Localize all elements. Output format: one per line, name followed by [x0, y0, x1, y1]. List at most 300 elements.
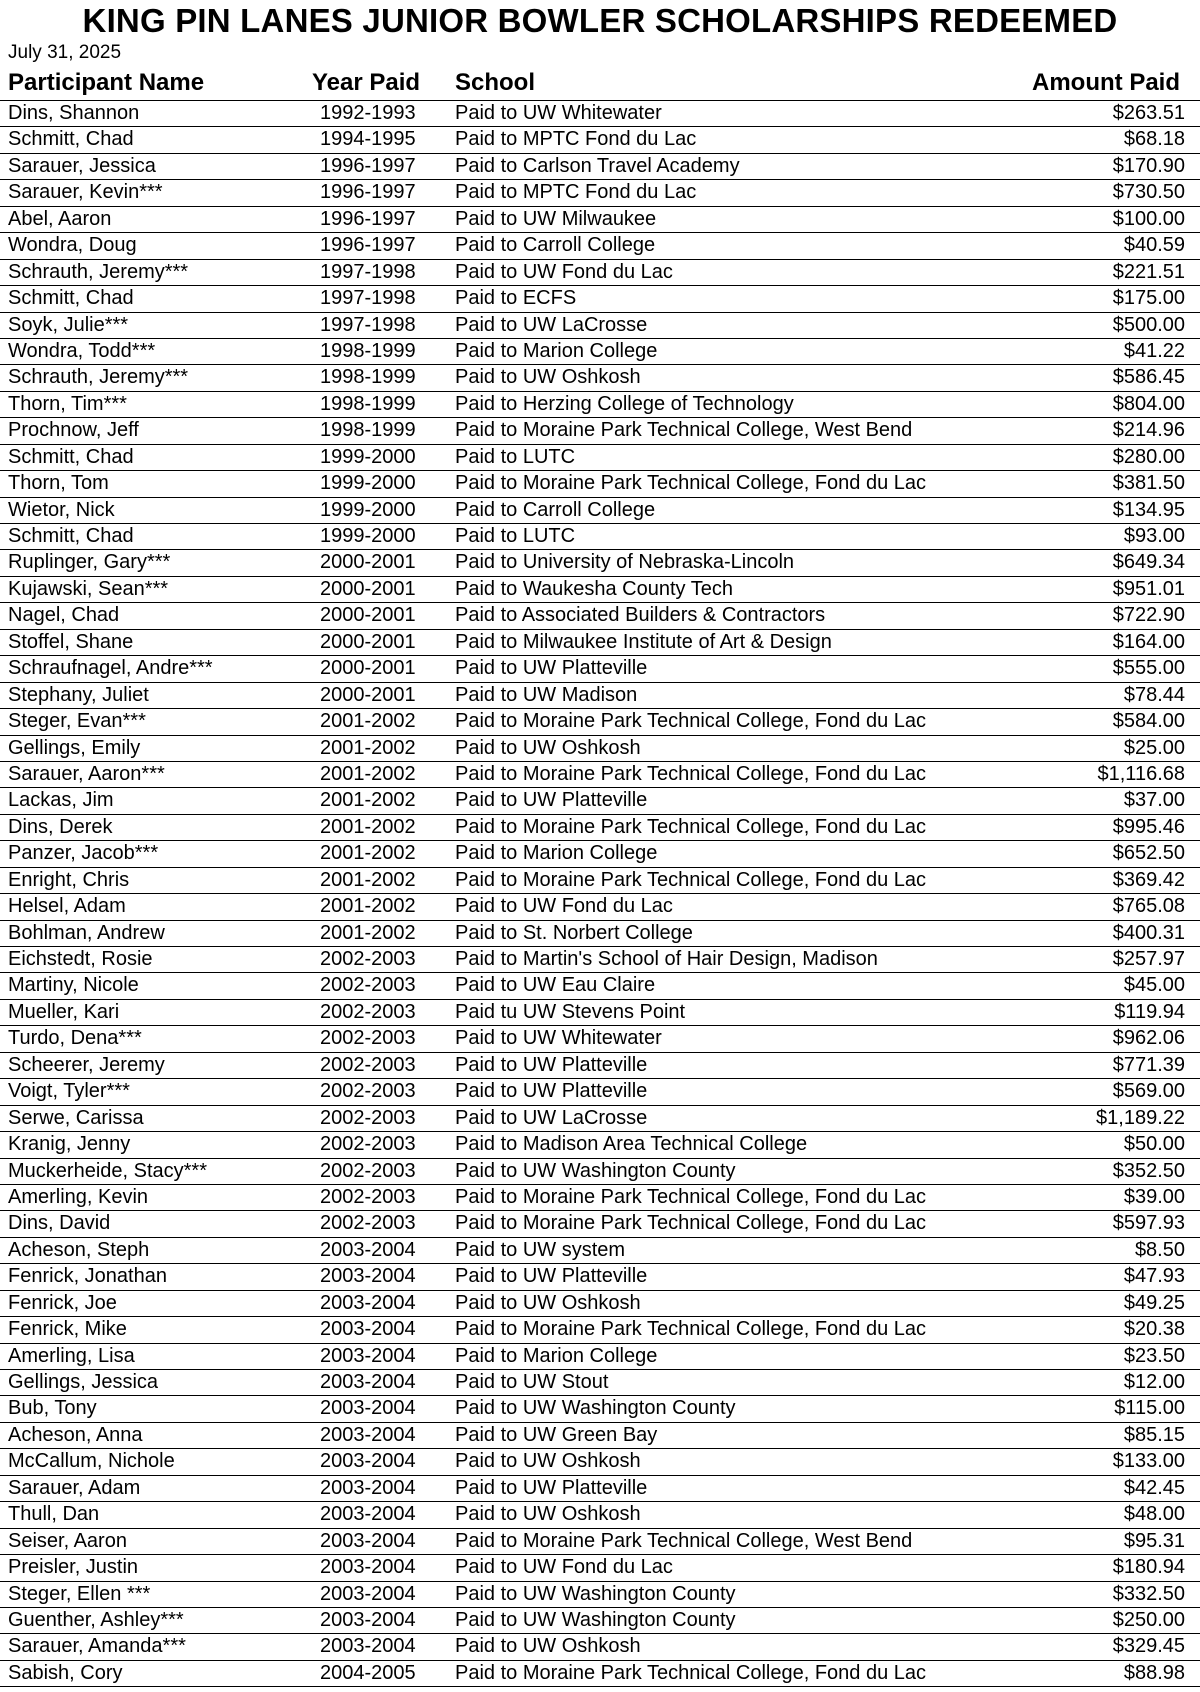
participant-name-cell: McCallum, Nichole: [8, 1450, 175, 1473]
table-row: [0, 602, 1200, 628]
amount-paid-cell: $39.00: [1123, 1185, 1185, 1208]
year-paid-cell: 2000-2001: [320, 630, 416, 653]
year-paid-cell: 1999-2000: [320, 445, 416, 468]
participant-name-cell: Prochnow, Jeff: [8, 419, 139, 442]
table-row: [0, 1025, 1200, 1051]
year-paid-cell: 2002-2003: [320, 1185, 416, 1208]
amount-paid-cell: $214.96: [1112, 419, 1185, 442]
school-cell: Paid to Carlson Travel Academy: [455, 154, 740, 177]
participant-name-cell: Schrauth, Jeremy***: [8, 366, 189, 389]
year-paid-cell: 1999-2000: [320, 498, 416, 521]
amount-paid-cell: $250.00: [1112, 1608, 1185, 1631]
year-paid-cell: 1999-2000: [320, 525, 416, 547]
table-row: [0, 497, 1200, 523]
table-row: [0, 920, 1200, 946]
header-amount-paid: Amount Paid: [1032, 69, 1180, 96]
amount-paid-cell: $164.00: [1112, 630, 1185, 653]
year-paid-cell: 2002-2003: [320, 1212, 416, 1235]
table-row: [0, 682, 1200, 708]
participant-name-cell: Voigt, Tyler***: [8, 1080, 130, 1103]
participant-name-cell: Guenther, Ashley***: [8, 1608, 184, 1631]
school-cell: Paid to UW system: [455, 1238, 626, 1261]
school-cell: Paid to UW Fond du Lac: [455, 1556, 673, 1579]
year-paid-cell: 1998-1999: [320, 339, 416, 362]
school-cell: Paid to UW LaCrosse: [455, 1106, 648, 1129]
table-row: [0, 1290, 1200, 1316]
school-cell: Paid to Moraine Park Technical College, Fond du Lac: [455, 762, 927, 785]
amount-paid-cell: $381.50: [1112, 472, 1185, 495]
participant-name-cell: Wondra, Doug: [8, 234, 137, 257]
table-row: [0, 153, 1200, 179]
table-row: [0, 1554, 1200, 1580]
table-row: [0, 444, 1200, 470]
year-paid-cell: 1992-1993: [320, 102, 416, 124]
year-paid-cell: 2003-2004: [320, 1556, 416, 1579]
participant-name-cell: Preisler, Justin: [8, 1556, 139, 1579]
year-paid-cell: 2003-2004: [320, 1423, 416, 1446]
year-paid-cell: 2002-2003: [320, 948, 416, 970]
amount-paid-cell: $257.97: [1112, 948, 1185, 970]
table-row: [0, 761, 1200, 787]
amount-paid-cell: $962.06: [1112, 1027, 1185, 1050]
year-paid-cell: 1996-1997: [320, 181, 416, 204]
year-paid-cell: 2001-2002: [320, 789, 416, 812]
amount-paid-cell: $25.00: [1123, 736, 1185, 759]
report-date: July 31, 2025: [8, 42, 122, 63]
amount-paid-cell: $652.50: [1112, 842, 1185, 865]
table-row: [0, 523, 1200, 549]
school-cell: Paid to UW Washington County: [455, 1397, 736, 1420]
amount-paid-cell: $400.31: [1112, 921, 1185, 944]
table-row: [0, 1528, 1200, 1554]
year-paid-cell: 2003-2004: [320, 1344, 416, 1367]
year-paid-cell: 1997-1998: [320, 287, 416, 310]
participant-name-cell: Wondra, Todd***: [8, 339, 156, 362]
amount-paid-cell: $555.00: [1112, 657, 1185, 680]
year-paid-cell: 2004-2005: [320, 1661, 416, 1684]
participant-name-cell: Dins, Derek: [8, 815, 113, 838]
participant-name-cell: Helsel, Adam: [8, 895, 126, 918]
participant-name-cell: Ruplinger, Gary***: [8, 551, 171, 574]
table-row: [0, 1184, 1200, 1210]
table-row: [0, 1105, 1200, 1131]
school-cell: Paid to Moraine Park Technical College, Fond du Lac: [455, 868, 927, 891]
table-row: [0, 1448, 1200, 1474]
table-row: [0, 893, 1200, 919]
amount-paid-cell: $115.00: [1114, 1397, 1185, 1420]
table-row: [0, 1052, 1200, 1078]
year-paid-cell: 2003-2004: [320, 1503, 416, 1526]
participant-name-cell: Eichstedt, Rosie: [8, 948, 153, 970]
table-row: [0, 1158, 1200, 1184]
table-row: [0, 1660, 1200, 1686]
school-cell: Paid to UW Platteville: [455, 1265, 648, 1288]
participant-name-cell: Sarauer, Jessica: [8, 154, 156, 177]
school-cell: Paid to UW Platteville: [455, 1476, 648, 1499]
participant-name-cell: Kranig, Jenny: [8, 1133, 131, 1156]
participant-name-cell: Nagel, Chad: [8, 604, 120, 627]
amount-paid-cell: $41.22: [1123, 339, 1185, 362]
amount-paid-cell: $951.01: [1112, 577, 1185, 600]
amount-paid-cell: $49.25: [1123, 1291, 1185, 1314]
amount-paid-cell: $569.00: [1112, 1080, 1185, 1103]
amount-paid-cell: $170.90: [1112, 154, 1185, 177]
school-cell: Paid to UW Whitewater: [455, 102, 662, 124]
table-row: [0, 1607, 1200, 1633]
participant-name-cell: Fenrick, Jonathan: [8, 1265, 167, 1288]
school-cell: Paid to Marion College: [455, 1344, 658, 1367]
year-paid-cell: 2003-2004: [320, 1318, 416, 1341]
participant-name-cell: Thorn, Tom: [8, 472, 109, 495]
year-paid-cell: 2001-2002: [320, 895, 416, 918]
participant-name-cell: Sarauer, Aaron***: [8, 762, 165, 785]
participant-name-cell: Martiny, Nicole: [8, 974, 139, 997]
participant-name-cell: Schmitt, Chad: [8, 128, 134, 151]
year-paid-cell: 2001-2002: [320, 736, 416, 759]
school-cell: Paid to University of Nebraska-Lincoln: [455, 551, 795, 574]
year-paid-cell: 1998-1999: [320, 366, 416, 389]
participant-name-cell: Seiser, Aaron: [8, 1529, 127, 1552]
table-row: [0, 629, 1200, 655]
school-cell: Paid to Associated Builders & Contractors: [455, 604, 826, 627]
amount-paid-cell: $586.45: [1112, 366, 1185, 389]
school-cell: Paid to UW Oshkosh: [455, 366, 641, 389]
school-cell: Paid to Herzing College of Technology: [455, 392, 794, 415]
table-row: [0, 972, 1200, 998]
table-row: [0, 867, 1200, 893]
table-row: [0, 1395, 1200, 1421]
table-row: [0, 470, 1200, 496]
amount-paid-cell: $88.98: [1123, 1661, 1185, 1684]
year-paid-cell: 2002-2003: [320, 1159, 416, 1182]
school-cell: Paid to UW Fond du Lac: [455, 895, 673, 918]
amount-paid-cell: $95.31: [1123, 1529, 1185, 1552]
table-row: [0, 232, 1200, 258]
table-row: [0, 179, 1200, 205]
school-cell: Paid to ECFS: [455, 287, 577, 310]
table-row: [0, 1422, 1200, 1448]
table-row: [0, 655, 1200, 681]
school-cell: Paid to MPTC Fond du Lac: [455, 128, 697, 151]
table-row: [0, 100, 1200, 126]
year-paid-cell: 2002-2003: [320, 1027, 416, 1050]
school-cell: Paid to Moraine Park Technical College, Fond du Lac: [455, 1318, 927, 1341]
table-header: [0, 68, 1200, 98]
table-row: [0, 1078, 1200, 1104]
amount-paid-cell: $23.50: [1123, 1344, 1185, 1367]
school-cell: Paid to UW Platteville: [455, 789, 648, 812]
school-cell: Paid to Carroll College: [455, 234, 656, 257]
participant-name-cell: Schmitt, Chad: [8, 525, 134, 547]
amount-paid-cell: $50.00: [1123, 1133, 1185, 1156]
scholarship-table: [0, 100, 1200, 1687]
table-row: [0, 259, 1200, 285]
year-paid-cell: 2003-2004: [320, 1265, 416, 1288]
participant-name-cell: Sarauer, Kevin***: [8, 181, 163, 204]
year-paid-cell: 2000-2001: [320, 604, 416, 627]
year-paid-cell: 2002-2003: [320, 974, 416, 997]
year-paid-cell: 2003-2004: [320, 1582, 416, 1605]
year-paid-cell: 2002-2003: [320, 1106, 416, 1129]
school-cell: Paid to LUTC: [455, 445, 576, 468]
table-row: [0, 206, 1200, 232]
participant-name-cell: Lackas, Jim: [8, 789, 114, 812]
school-cell: Paid to UW Oshkosh: [455, 1291, 641, 1314]
amount-paid-cell: $597.93: [1112, 1212, 1185, 1235]
table-row: [0, 1501, 1200, 1527]
school-cell: Paid to UW Platteville: [455, 1080, 648, 1103]
school-cell: Paid to Moraine Park Technical College, Fond du Lac: [455, 710, 927, 733]
table-row: [0, 364, 1200, 390]
amount-paid-cell: $804.00: [1112, 392, 1185, 415]
participant-name-cell: Panzer, Jacob***: [8, 842, 159, 865]
school-cell: Paid to Martin's School of Hair Design, Madison: [455, 948, 878, 970]
table-row: [0, 1633, 1200, 1659]
participant-name-cell: Enright, Chris: [8, 868, 130, 891]
participant-name-cell: Kujawski, Sean***: [8, 577, 169, 600]
school-cell: Paid tu UW Stevens Point: [455, 1000, 686, 1023]
year-paid-cell: 1997-1998: [320, 260, 416, 283]
amount-paid-cell: $93.00: [1123, 525, 1185, 547]
amount-paid-cell: $500.00: [1112, 313, 1185, 336]
school-cell: Paid to UW LaCrosse: [455, 313, 648, 336]
table-row: [0, 1263, 1200, 1289]
header-school: School: [455, 69, 536, 96]
school-cell: Paid to UW Platteville: [455, 657, 648, 680]
year-paid-cell: 1998-1999: [320, 392, 416, 415]
school-cell: Paid to Milwaukee Institute of Art & Design: [455, 630, 832, 653]
amount-paid-cell: $134.95: [1112, 498, 1185, 521]
participant-name-cell: Acheson, Steph: [8, 1238, 150, 1261]
table-row: [0, 1581, 1200, 1607]
school-cell: Paid to Moraine Park Technical College, West Bend: [455, 1529, 913, 1552]
participant-name-cell: Acheson, Anna: [8, 1423, 143, 1446]
participant-name-cell: Sarauer, Adam: [8, 1476, 141, 1499]
table-row: [0, 1316, 1200, 1342]
school-cell: Paid to UW Madison: [455, 683, 638, 706]
participant-name-cell: Fenrick, Mike: [8, 1318, 127, 1341]
year-paid-cell: 1996-1997: [320, 207, 416, 230]
participant-name-cell: Dins, Shannon: [8, 102, 140, 124]
amount-paid-cell: $722.90: [1112, 604, 1185, 627]
participant-name-cell: Schraufnagel, Andre***: [8, 657, 213, 680]
school-cell: Paid to Moraine Park Technical College, Fond du Lac: [455, 1185, 927, 1208]
participant-name-cell: Amerling, Lisa: [8, 1344, 135, 1367]
amount-paid-cell: $175.00: [1112, 287, 1185, 310]
year-paid-cell: 2003-2004: [320, 1397, 416, 1420]
year-paid-cell: 2000-2001: [320, 551, 416, 574]
amount-paid-cell: $263.51: [1112, 102, 1185, 124]
participant-name-cell: Mueller, Kari: [8, 1000, 120, 1023]
table-row: [0, 391, 1200, 417]
table-row: [0, 840, 1200, 866]
school-cell: Paid to UW Eau Claire: [455, 974, 656, 997]
participant-name-cell: Dins, David: [8, 1212, 111, 1235]
amount-paid-cell: $329.45: [1112, 1635, 1185, 1658]
school-cell: Paid to UW Oshkosh: [455, 1503, 641, 1526]
year-paid-cell: 2003-2004: [320, 1238, 416, 1261]
year-paid-cell: 2003-2004: [320, 1291, 416, 1314]
document-title: KING PIN LANES JUNIOR BOWLER SCHOLARSHIPS REDEEMED: [82, 2, 1118, 39]
year-paid-cell: 2001-2002: [320, 868, 416, 891]
participant-name-cell: Bohlman, Andrew: [8, 921, 165, 944]
participant-name-cell: Steger, Ellen ***: [8, 1582, 151, 1605]
participant-name-cell: Sabish, Cory: [8, 1661, 123, 1684]
participant-name-cell: Wietor, Nick: [8, 498, 115, 521]
year-paid-cell: 2000-2001: [320, 657, 416, 680]
school-cell: Paid to Marion College: [455, 339, 658, 362]
table-row: [0, 708, 1200, 734]
year-paid-cell: 2003-2004: [320, 1529, 416, 1552]
year-paid-cell: 2002-2003: [320, 1080, 416, 1103]
year-paid-cell: 2000-2001: [320, 683, 416, 706]
school-cell: Paid to UW Oshkosh: [455, 1635, 641, 1658]
school-cell: Paid to UW Washington County: [455, 1608, 736, 1631]
amount-paid-cell: $1,189.22: [1096, 1106, 1185, 1129]
amount-paid-cell: $369.42: [1112, 868, 1185, 891]
amount-paid-cell: $180.94: [1112, 1556, 1185, 1579]
school-cell: Paid to UW Platteville: [455, 1053, 648, 1076]
year-paid-cell: 2002-2003: [320, 1053, 416, 1076]
year-paid-cell: 2001-2002: [320, 815, 416, 838]
header-participant-name: Participant Name: [8, 69, 205, 96]
school-cell: Paid to UW Oshkosh: [455, 1450, 641, 1473]
year-paid-cell: 2003-2004: [320, 1371, 416, 1393]
year-paid-cell: 2003-2004: [320, 1476, 416, 1499]
amount-paid-cell: $765.08: [1112, 895, 1185, 918]
participant-name-cell: Bub, Tony: [8, 1397, 97, 1420]
table-row: [0, 549, 1200, 575]
year-paid-cell: 2001-2002: [320, 762, 416, 785]
school-cell: Paid to Madison Area Technical College: [455, 1133, 808, 1156]
year-paid-cell: 2001-2002: [320, 842, 416, 865]
school-cell: Paid to Waukesha County Tech: [455, 577, 733, 600]
year-paid-cell: 1994-1995: [320, 128, 416, 151]
table-row: [0, 814, 1200, 840]
amount-paid-cell: $995.46: [1112, 815, 1185, 838]
school-cell: Paid to UW Green Bay: [455, 1423, 658, 1446]
participant-name-cell: Serwe, Carissa: [8, 1106, 144, 1129]
table-row: [0, 338, 1200, 364]
participant-name-cell: Steger, Evan***: [8, 710, 146, 733]
school-cell: Paid to UW Fond du Lac: [455, 260, 673, 283]
participant-name-cell: Soyk, Julie***: [8, 313, 129, 336]
amount-paid-cell: $42.45: [1123, 1476, 1185, 1499]
table-row: [0, 576, 1200, 602]
year-paid-cell: 2003-2004: [320, 1450, 416, 1473]
table-row: [0, 787, 1200, 813]
table-row: [0, 285, 1200, 311]
amount-paid-cell: $45.00: [1123, 974, 1185, 997]
year-paid-cell: 2001-2002: [320, 710, 416, 733]
table-row: [0, 999, 1200, 1025]
table-row: [0, 126, 1200, 152]
table-row: [0, 1369, 1200, 1395]
table-row: [0, 312, 1200, 338]
year-paid-cell: 1996-1997: [320, 234, 416, 257]
amount-paid-cell: $40.59: [1123, 234, 1185, 257]
school-cell: Paid to Moraine Park Technical College, Fond du Lac: [455, 1212, 927, 1235]
amount-paid-cell: $649.34: [1112, 551, 1185, 574]
school-cell: Paid to UW Washington County: [455, 1582, 736, 1605]
amount-paid-cell: $771.39: [1112, 1053, 1185, 1076]
participant-name-cell: Thorn, Tim***: [8, 392, 127, 415]
table-row: [0, 1475, 1200, 1501]
amount-paid-cell: $221.51: [1112, 260, 1185, 283]
school-cell: Paid to St. Norbert College: [455, 921, 693, 944]
school-cell: Paid to UW Whitewater: [455, 1027, 662, 1050]
school-cell: Paid to UW Oshkosh: [455, 736, 641, 759]
amount-paid-cell: $100.00: [1112, 207, 1185, 230]
year-paid-cell: 2003-2004: [320, 1608, 416, 1631]
school-cell: Paid to Moraine Park Technical College, West Bend: [455, 419, 913, 442]
table-row: [0, 1237, 1200, 1263]
school-cell: Paid to Marion College: [455, 842, 658, 865]
table-row: [0, 1210, 1200, 1236]
participant-name-cell: Schmitt, Chad: [8, 287, 134, 310]
amount-paid-cell: $730.50: [1112, 181, 1185, 204]
school-cell: Paid to MPTC Fond du Lac: [455, 181, 697, 204]
participant-name-cell: Turdo, Dena***: [8, 1027, 142, 1050]
year-paid-cell: 1999-2000: [320, 472, 416, 495]
amount-paid-cell: $12.00: [1123, 1371, 1185, 1393]
year-paid-cell: 2000-2001: [320, 577, 416, 600]
participant-name-cell: Gellings, Jessica: [8, 1371, 159, 1393]
participant-name-cell: Stephany, Juliet: [8, 683, 149, 706]
participant-name-cell: Stoffel, Shane: [8, 630, 134, 653]
table-row: [0, 1343, 1200, 1369]
table-row: [0, 417, 1200, 443]
table-bottom-rule: [0, 1686, 1200, 1687]
amount-paid-cell: $85.15: [1123, 1423, 1185, 1446]
school-cell: Paid to UW Washington County: [455, 1159, 736, 1182]
amount-paid-cell: $119.94: [1114, 1000, 1185, 1023]
amount-paid-cell: $47.93: [1123, 1265, 1185, 1288]
participant-name-cell: Schrauth, Jeremy***: [8, 260, 189, 283]
participant-name-cell: Fenrick, Joe: [8, 1291, 117, 1314]
amount-paid-cell: $37.00: [1123, 789, 1185, 812]
year-paid-cell: 2003-2004: [320, 1635, 416, 1658]
participant-name-cell: Thull, Dan: [8, 1503, 100, 1526]
participant-name-cell: Muckerheide, Stacy***: [8, 1159, 207, 1182]
table-row: [0, 1131, 1200, 1157]
year-paid-cell: 2002-2003: [320, 1000, 416, 1023]
amount-paid-cell: $8.50: [1134, 1238, 1185, 1261]
amount-paid-cell: $584.00: [1112, 710, 1185, 733]
school-cell: Paid to UW Milwaukee: [455, 207, 657, 230]
amount-paid-cell: $78.44: [1123, 683, 1185, 706]
school-cell: Paid to UW Stout: [455, 1371, 609, 1393]
year-paid-cell: 1998-1999: [320, 419, 416, 442]
amount-paid-cell: $1,116.68: [1097, 762, 1185, 785]
participant-name-cell: Amerling, Kevin: [8, 1185, 149, 1208]
amount-paid-cell: $133.00: [1112, 1450, 1185, 1473]
amount-paid-cell: $332.50: [1112, 1582, 1185, 1605]
amount-paid-cell: $352.50: [1112, 1159, 1185, 1182]
table-row: [0, 946, 1200, 972]
year-paid-cell: 1996-1997: [320, 154, 416, 177]
amount-paid-cell: $280.00: [1112, 445, 1185, 468]
participant-name-cell: Gellings, Emily: [8, 736, 141, 759]
amount-paid-cell: $20.38: [1123, 1318, 1185, 1341]
year-paid-cell: 1997-1998: [320, 313, 416, 336]
school-cell: Paid to Moraine Park Technical College, Fond du Lac: [455, 472, 927, 495]
year-paid-cell: 2002-2003: [320, 1133, 416, 1156]
year-paid-cell: 2001-2002: [320, 921, 416, 944]
amount-paid-cell: $68.18: [1123, 128, 1185, 151]
table-row: [0, 735, 1200, 761]
amount-paid-cell: $48.00: [1123, 1503, 1185, 1526]
